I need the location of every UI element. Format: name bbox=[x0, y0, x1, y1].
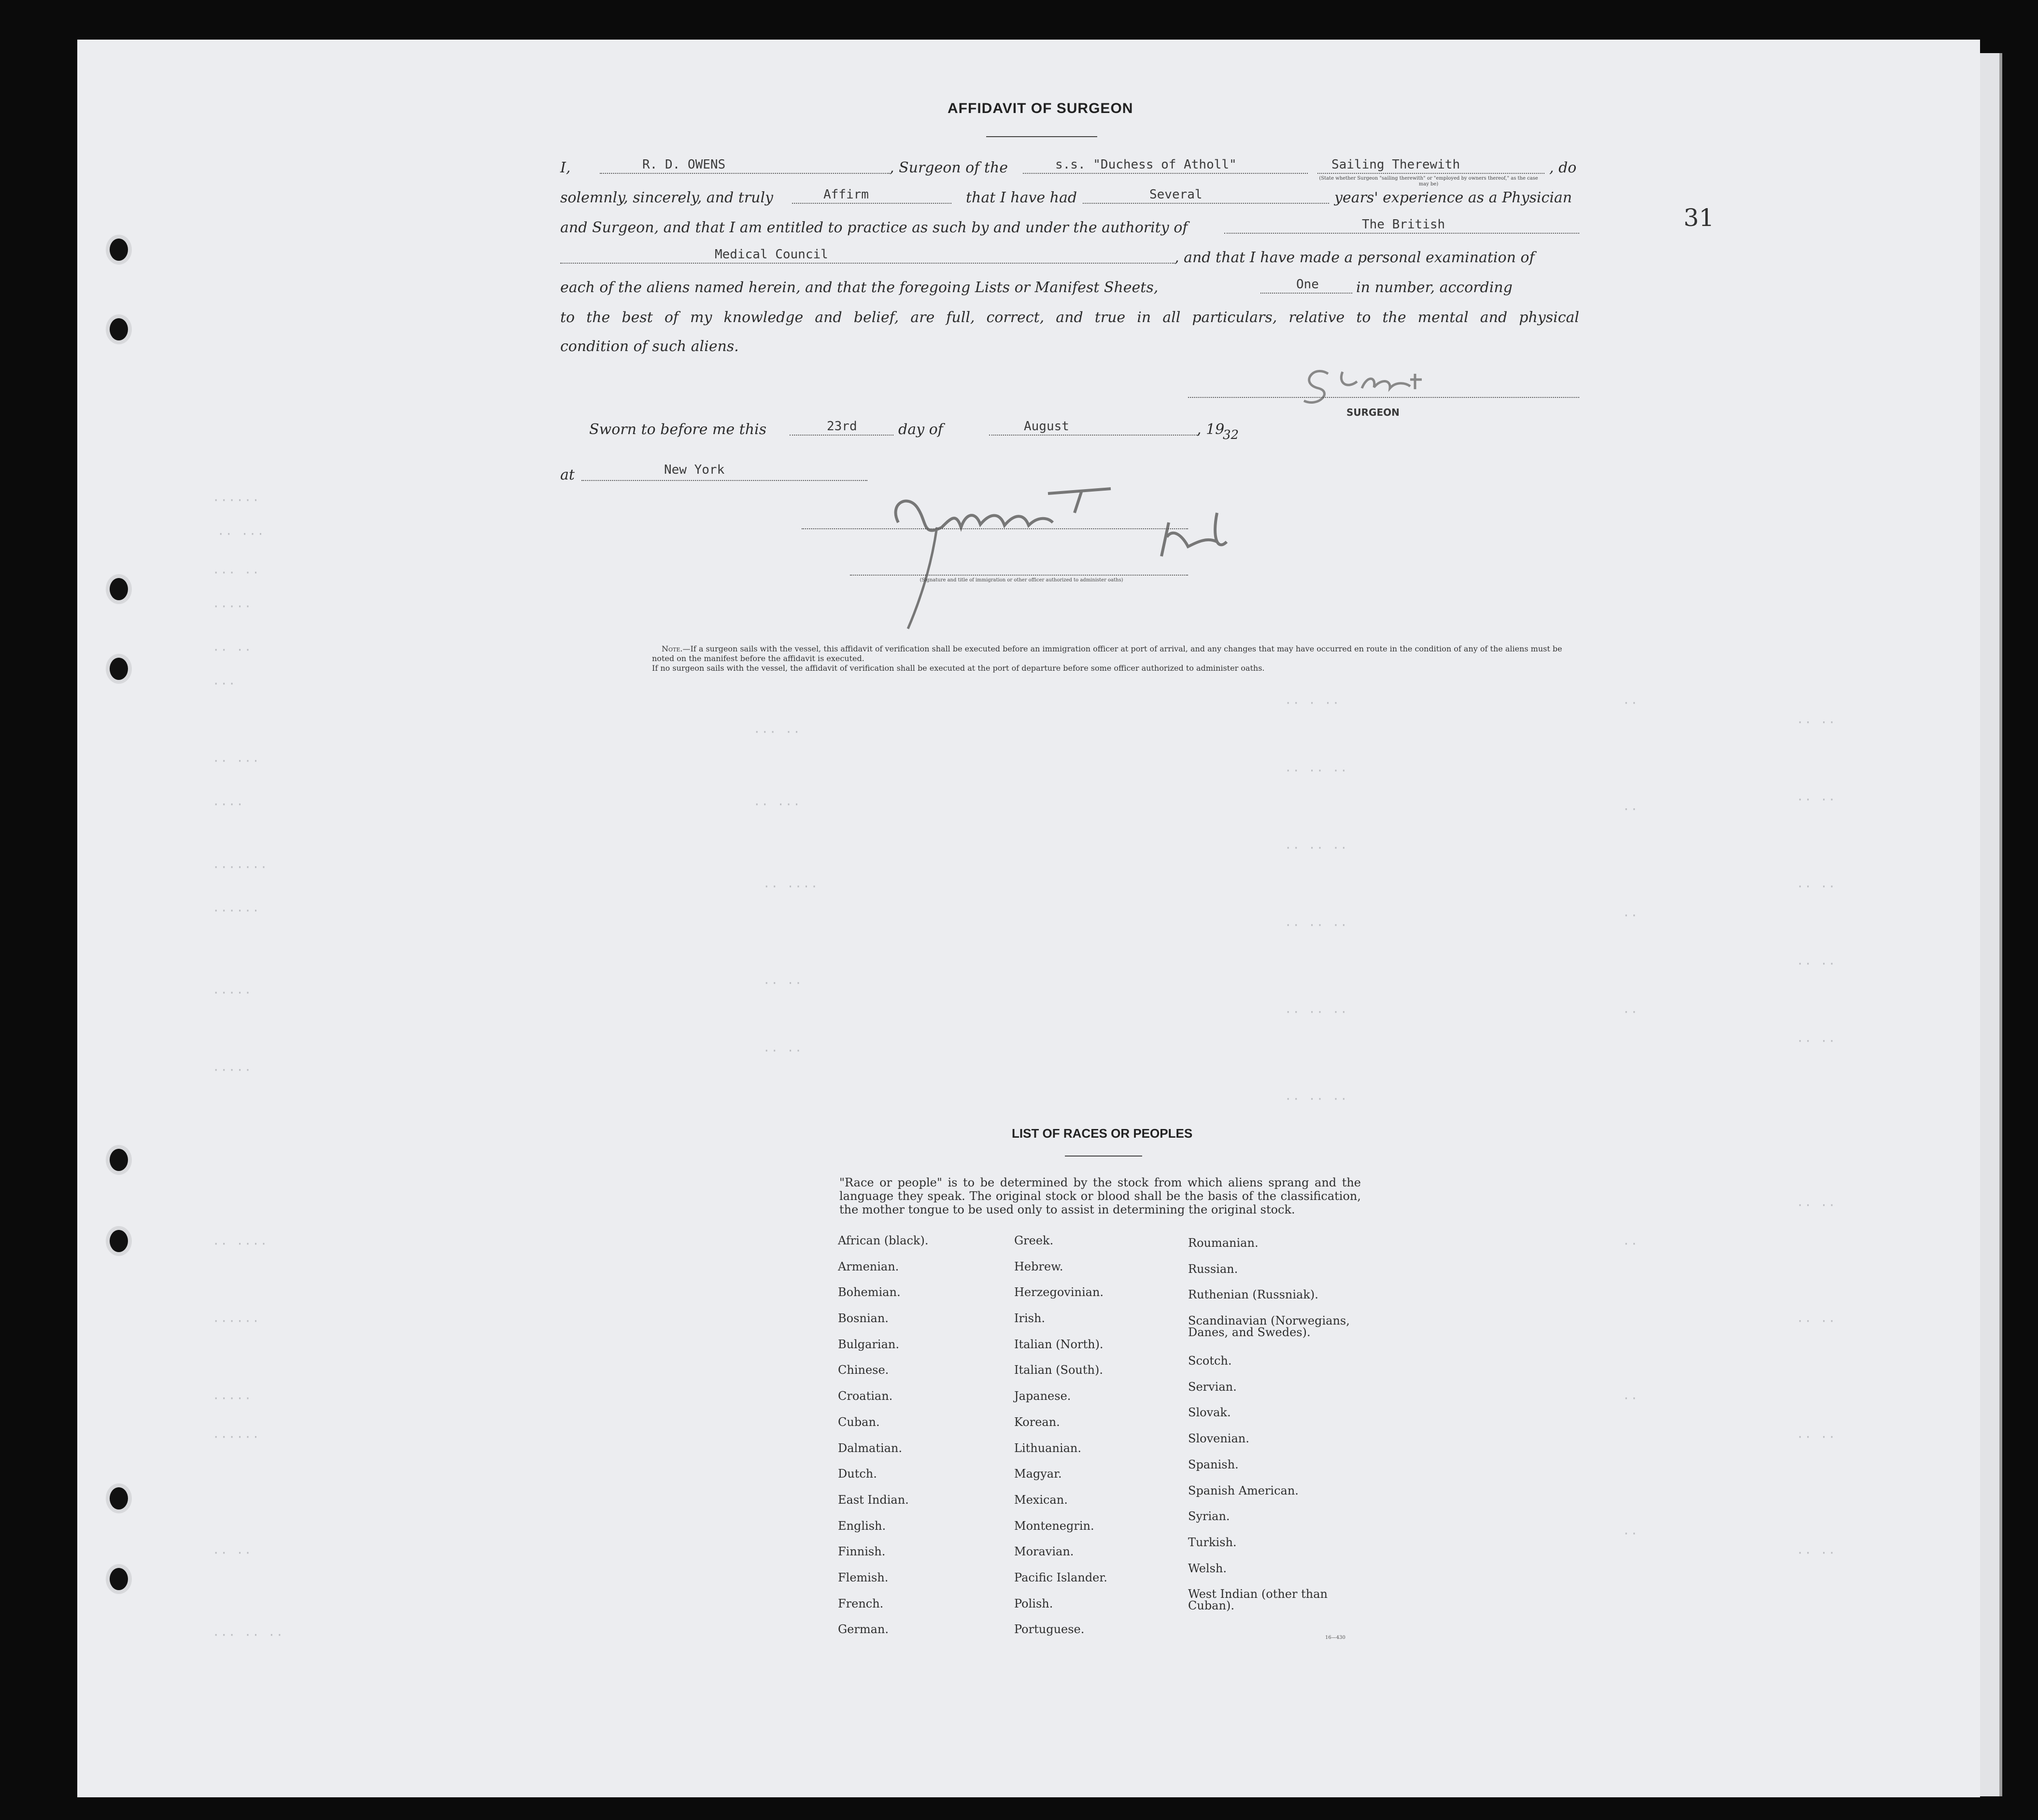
race-item: Hebrew. bbox=[1014, 1259, 1063, 1273]
races-title-underline bbox=[1065, 1156, 1142, 1157]
title-underline bbox=[986, 136, 1097, 137]
race-item: Bohemian. bbox=[838, 1285, 901, 1299]
month-line bbox=[989, 435, 1199, 436]
affidavit-prefix: I, bbox=[560, 159, 571, 176]
sheet-count: One bbox=[1296, 277, 1319, 292]
race-item: Spanish. bbox=[1188, 1457, 1239, 1471]
binding-hole bbox=[110, 1149, 128, 1171]
sworn-day: 23rd bbox=[827, 419, 857, 434]
races-intro: "Race or people" is to be determined by the stock from which aliens sprang and the language they speak. The original stock or blood shall be the basis of the classification, the mother tongue to be used only to assist in determining the original stock. bbox=[839, 1176, 1361, 1216]
race-item: African (black). bbox=[838, 1234, 929, 1247]
examination-text: , and that I have made a personal examination of bbox=[1175, 249, 1535, 266]
race-item: French. bbox=[838, 1596, 884, 1610]
sworn-month: August bbox=[1024, 419, 1069, 434]
binding-hole bbox=[110, 578, 128, 600]
race-item: Croatian. bbox=[838, 1389, 893, 1403]
race-item: Japanese. bbox=[1014, 1389, 1071, 1403]
surgeon-status: Sailing Therewith bbox=[1331, 157, 1460, 172]
binding-hole bbox=[110, 1568, 128, 1590]
race-item: Scotch. bbox=[1188, 1354, 1232, 1368]
race-item: Slovenian. bbox=[1188, 1432, 1249, 1446]
page-number: 31 bbox=[1684, 204, 1714, 232]
race-item: Roumanian. bbox=[1188, 1236, 1259, 1250]
sworn-place: New York bbox=[664, 463, 725, 477]
race-item: Pacific Islander. bbox=[1014, 1570, 1107, 1584]
race-item: West Indian (other than Cuban). bbox=[1188, 1587, 1328, 1613]
races-title: LIST OF RACES OR PEOPLES bbox=[1012, 1126, 1193, 1141]
races-column-1 bbox=[838, 1235, 1021, 1650]
binding-hole bbox=[110, 1230, 128, 1252]
binding-hole bbox=[110, 239, 128, 261]
day-line bbox=[790, 435, 893, 436]
note-text-1: —If a surgeon sails with the vessel, this affidavit of verification shall be executed before an immigration officer at port of arrival, and any changes that may have occurred en route in the condition of any of the aliens must be noted on the manifest before the affidavit is executed. bbox=[652, 644, 1562, 663]
surgeon-name: R. D. OWENS bbox=[642, 157, 726, 172]
years-line bbox=[1083, 203, 1329, 204]
race-item: Russian. bbox=[1188, 1262, 1238, 1276]
race-item: Armenian. bbox=[838, 1259, 899, 1273]
year-prefix: , 19 bbox=[1197, 421, 1225, 438]
race-item: Mexican. bbox=[1014, 1493, 1068, 1507]
oath-line-rule bbox=[792, 203, 951, 204]
race-item: Italian (South). bbox=[1014, 1363, 1103, 1377]
foregoing-lists-text: each of the aliens named herein, and that the foregoing Lists or Manifest Sheets, bbox=[560, 279, 1159, 296]
races-column-2 bbox=[1014, 1235, 1198, 1650]
have-had-text: that I have had bbox=[966, 189, 1077, 206]
officer-signature-line-1 bbox=[802, 528, 1188, 529]
officer-caption: (Signature and title of immigration or other officer authorized to administer oaths) bbox=[920, 578, 1123, 583]
sheet-count-line bbox=[1260, 293, 1352, 294]
race-item: Dutch. bbox=[838, 1467, 877, 1481]
form-code: 16—430 bbox=[1325, 1635, 1345, 1640]
place-line bbox=[581, 480, 867, 481]
surgeon-signature bbox=[1270, 354, 1492, 412]
surgeon-signature-line bbox=[1188, 397, 1579, 398]
races-column-3 bbox=[1188, 1237, 1362, 1614]
authority-part-2: Medical Council bbox=[715, 247, 828, 262]
belief-text: to the best of my knowledge and belief, are full, correct, and true in all particulars, relative to the mental and physical bbox=[560, 309, 1579, 326]
years-text: years' experience as a Physician bbox=[1334, 189, 1572, 206]
binding-hole bbox=[110, 318, 128, 340]
authority-line-2 bbox=[560, 263, 1175, 264]
name-line bbox=[600, 173, 890, 174]
vessel-line bbox=[1023, 173, 1308, 174]
authority-line-1 bbox=[1224, 233, 1579, 234]
status-line bbox=[1317, 173, 1544, 174]
binding-hole bbox=[110, 658, 128, 680]
race-item: Spanish American. bbox=[1188, 1483, 1299, 1497]
race-item: Polish. bbox=[1014, 1596, 1053, 1610]
binding-hole bbox=[110, 1487, 128, 1510]
day-of-text: day of bbox=[898, 421, 943, 438]
race-item: Bosnian. bbox=[838, 1312, 889, 1326]
sworn-text: Sworn to before me this bbox=[589, 421, 767, 438]
do-text: , do bbox=[1549, 159, 1577, 176]
note-text-2: If no surgeon sails with the vessel, the affidavit of verification shall be executed at the port of departure before some officer authorized to administer oaths. bbox=[652, 663, 1265, 673]
note-label: Note. bbox=[662, 644, 683, 653]
race-item: Cuban. bbox=[838, 1415, 880, 1429]
race-item: Italian (North). bbox=[1014, 1337, 1104, 1351]
race-item: East Indian. bbox=[838, 1493, 909, 1507]
race-item: Moravian. bbox=[1014, 1545, 1074, 1559]
race-item: Dalmatian. bbox=[838, 1441, 903, 1455]
authority-text: and Surgeon, and that I am entitled to practice as such by and under the authority of bbox=[560, 219, 1188, 236]
surgeon-of-text: , Surgeon of the bbox=[890, 159, 1008, 176]
race-item: Portuguese. bbox=[1014, 1622, 1085, 1637]
at-text: at bbox=[560, 466, 575, 483]
race-item: Montenegrin. bbox=[1014, 1519, 1094, 1533]
race-item: Turkish. bbox=[1188, 1535, 1237, 1549]
race-item: German. bbox=[838, 1622, 889, 1637]
race-item: Irish. bbox=[1014, 1312, 1046, 1326]
vessel-name: s.s. "Duchess of Atholl" bbox=[1055, 157, 1237, 172]
officer-signature-line-2 bbox=[850, 575, 1188, 576]
race-item: Servian. bbox=[1188, 1380, 1237, 1394]
authority-part-1: The British bbox=[1362, 217, 1445, 232]
race-item: Chinese. bbox=[838, 1363, 889, 1377]
race-item: Herzegovinian. bbox=[1014, 1285, 1104, 1299]
year-suffix: 32 bbox=[1223, 428, 1239, 442]
years-experience: Several bbox=[1149, 187, 1203, 202]
race-item: Korean. bbox=[1014, 1415, 1060, 1429]
race-item: Syrian. bbox=[1188, 1510, 1230, 1524]
race-item: English. bbox=[838, 1519, 886, 1533]
race-item: Magyar. bbox=[1014, 1467, 1062, 1481]
race-item: Welsh. bbox=[1188, 1561, 1227, 1575]
oath-type: Affirm bbox=[823, 187, 869, 202]
race-item: Scandinavian (Norwegians, Danes, and Swedes). bbox=[1188, 1314, 1350, 1340]
surgeon-label: SURGEON bbox=[1346, 407, 1400, 418]
affidavit-title: AFFIDAVIT OF SURGEON bbox=[948, 100, 1133, 116]
in-number-text: in number, according bbox=[1356, 279, 1513, 296]
manifest-page: ······ ·· ··· ··· ·· ····· ·· ·· ··· ·· ··· ···· ······· ······ ····· ····· ·· ···· ······ ····· ······ ·· ·· ··· ·· ·· ··· ·· ·· ··· ·· ···· ·· ·· ·· ·· ·· · ·· ·· ·· ·· ·· ·· ·· ·· ·· ·· ·· ·· ·· ·· ·· ·· ·· ·· ·· ·· ·· ·· ·· ·· ·· ·· ·· ·· ·· ·· ·· ·· ·· ·· ·· ·· ·· ·· ·· ·· ·· 31 AFFIDAVIT OF SURGEON I, R. D. OWENS , Surgeon of the s.s. "Duchess of Atholl" Sailing Therewith , do (State whether Surgeon "sailing therewith" or "employed by owners thereof," as the case may be) solemnly, sincerely, and truly Affirm that I have had Several years' experience as a Physician and Surgeon, and that I am entitled to practice as such by and under the authority of The British Medical Council , and that I have made a personal examination of each of the aliens named herein, and that the foregoing Lists or Manifest Sheets, One in number, according to the best of my knowledge and belief, are full, correct, and true in all particulars, relative to the mental and physical condition of such aliens. SURGEON Sworn to before me this 23rd day of August , 19 32 at New York (Signature and title of immigration or other officer authorized to administer oaths) Note.—If a surgeon sails with the vessel, this affidavit of verification shall be executed before an immigration officer at port of arrival, and any changes that may have occurred en route in the condition of any of the aliens must be noted on the manifest before the affidavit is executed. If no surgeon sails with the vessel, the affidavit of verification shall be executed at the port of departure before some officer authorized to administer oaths. LIST OF RACES OR PEOPLES "Race or people" is to be determined by the stock from which aliens sprang and the language they speak. The original stock or blood shall be the basis of the classification, the mother tongue to be used only to assist in determining the original stock. African (black). Armenian. Bohemian. Bosnian. Bulgarian. Chinese. Croatian. Cuban. Dalmatian. Dutch. East Indian. English. Finnish. Flemish. French. German. Greek. Hebrew. Herzegovinian. Irish. Italian (North). Italian (South). Japanese. Korean. Lithuanian. Magyar. Mexican. Montenegrin. Moravian. Pacific Islander. Polish. Portuguese. Roumanian. Russian. Ruthenian (Russniak). Scandinavian (Norwegians, Danes, and Swedes). Scotch. Servian. Slovak. Slovenian. Spanish. Spanish American. Syrian. Turkish. Welsh. West Indian (other than Cuban). 16—430 bbox=[77, 40, 1980, 1797]
condition-text: condition of such aliens. bbox=[560, 338, 739, 355]
solemnly-text: solemnly, sincerely, and truly bbox=[560, 189, 774, 206]
verification-note bbox=[652, 644, 1584, 673]
race-item: Lithuanian. bbox=[1014, 1441, 1082, 1455]
race-item: Finnish. bbox=[838, 1545, 886, 1559]
status-footnote: (State whether Surgeon "sailing therewith" or "employed by owners thereof," as the case may be) bbox=[1319, 176, 1538, 187]
officer-signature bbox=[879, 484, 1275, 638]
race-item: Ruthenian (Russniak). bbox=[1188, 1288, 1318, 1302]
race-item: Bulgarian. bbox=[838, 1337, 899, 1351]
race-item: Slovak. bbox=[1188, 1406, 1231, 1420]
race-item: Greek. bbox=[1014, 1234, 1054, 1247]
race-item: Flemish. bbox=[838, 1570, 889, 1584]
